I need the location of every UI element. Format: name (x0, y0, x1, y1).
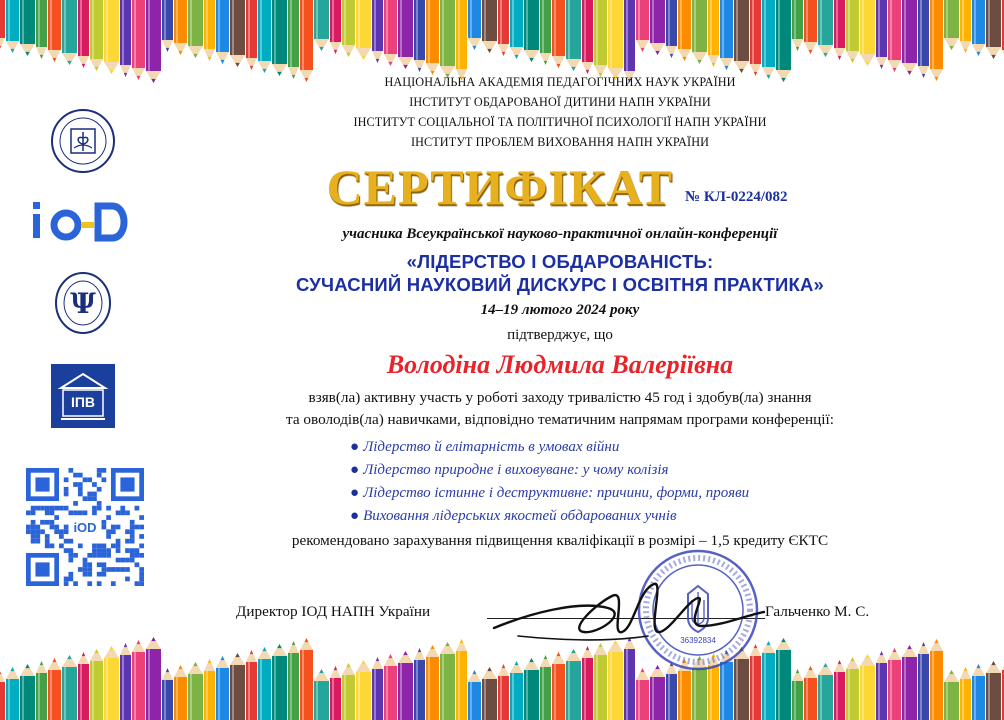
pencil (246, 650, 257, 720)
pencil (666, 0, 677, 58)
pencil (132, 0, 145, 80)
pencil (0, 670, 5, 720)
pencil (90, 0, 103, 71)
pencil (356, 660, 371, 720)
pencil (720, 0, 733, 70)
psychology-institute-logo (54, 271, 112, 335)
certificate-number: № КЛ-0224/082 (685, 189, 788, 205)
pencil (708, 0, 719, 67)
topic-text: Виховання лідерських якостей обдарованих учнів (363, 508, 677, 524)
topic-text: Лідерство й елітарність в умовах війни (363, 439, 620, 455)
director-name: Гальченко М. С. (765, 603, 870, 620)
pencil (482, 0, 497, 53)
bullet-icon: ● (350, 462, 360, 478)
pencil (288, 641, 299, 720)
pencil (440, 642, 455, 720)
pencil (216, 0, 229, 64)
napn-logo (50, 108, 116, 174)
pencil (440, 0, 455, 78)
pencil (594, 0, 607, 77)
pencil (930, 0, 943, 81)
pencil (398, 651, 413, 720)
pencil (624, 0, 635, 83)
pencil (498, 0, 509, 56)
pencil (468, 0, 481, 50)
pencil (650, 0, 665, 55)
ipv-logo-text: ІПВ (70, 394, 96, 410)
pencil (174, 0, 187, 55)
institution-line-4: ІНСТИТУТ ПРОБЛЕМ ВИХОВАННЯ НАПН УКРАЇНИ (410, 135, 710, 149)
pencil (902, 0, 917, 75)
top-pencil-border (0, 0, 1004, 86)
pencil (204, 0, 215, 61)
pencil (918, 0, 929, 78)
pencil (258, 0, 271, 73)
pencil (146, 0, 161, 83)
pencil (540, 0, 551, 65)
pencil (258, 647, 271, 720)
topic-item-1 (350, 439, 619, 456)
pencil (384, 0, 397, 66)
pencil (482, 667, 497, 720)
pencil (48, 658, 61, 720)
pencil (792, 669, 803, 720)
topic-item-2 (350, 462, 669, 479)
pencil (78, 0, 89, 68)
pencil (78, 652, 89, 720)
pencil (314, 0, 329, 51)
pencil (342, 663, 355, 720)
pencil (188, 662, 203, 720)
pencil (414, 0, 425, 72)
pencil (174, 665, 187, 720)
pencil (972, 0, 985, 56)
conference-title-line-2: СУЧАСНИЙ НАУКОВИЙ ДИСКУРС І ОСВІТНЯ ПРАКТИКА» (295, 274, 825, 295)
pencil (48, 0, 61, 62)
pencil (468, 670, 481, 720)
pencil (414, 648, 425, 720)
pencil (678, 0, 691, 61)
pencil (846, 0, 859, 63)
body-line-2: та оволодів(ла) навичками, відповідно тематичним напрямам програми конференції: (286, 411, 834, 428)
pencil (902, 645, 917, 720)
pencil (330, 0, 341, 54)
pencil (960, 0, 971, 53)
topic-text: Лідерство природне і виховуване: у чому колізія (363, 462, 669, 478)
pencil (876, 0, 887, 69)
pencil (426, 0, 439, 75)
handwritten-signature (488, 570, 768, 660)
director-position: Директор ІОД НАПН України (236, 603, 431, 620)
pencil (510, 0, 523, 59)
conference-title-line-1: «ЛІДЕРСТВО І ОБДАРОВАНІСТЬ: (406, 251, 714, 272)
pencil (372, 657, 383, 720)
pencil (972, 664, 985, 720)
pencil (636, 668, 649, 720)
qr-center-logo: iOD (73, 520, 97, 535)
pencil (888, 0, 901, 72)
pencil (930, 639, 943, 720)
confirms-text: підтверджує, що (507, 327, 613, 343)
pencil (426, 645, 439, 720)
pencil (62, 655, 77, 720)
qr-code[interactable] (26, 468, 144, 586)
pencil (846, 657, 859, 720)
pencil (456, 0, 467, 81)
pencil (300, 0, 313, 82)
pencil (230, 0, 245, 67)
pencil (230, 653, 245, 720)
pencil (918, 642, 929, 720)
pencil (524, 0, 539, 62)
pencil (750, 0, 761, 76)
bullet-icon: ● (350, 439, 360, 455)
pencil (162, 0, 173, 52)
pencil (552, 0, 565, 68)
pencil (188, 0, 203, 58)
topic-item-4 (350, 508, 677, 525)
pencil (6, 0, 19, 53)
recommendation-text: рекомендовано зарахування підвищення кваліфікації в розмірі – 1,5 кредиту ЄКТС (291, 532, 829, 549)
pencil (272, 644, 287, 720)
psi-symbol: Ψ (70, 287, 96, 320)
pencil (608, 0, 623, 80)
pencil (104, 646, 119, 720)
pencil (330, 666, 341, 720)
institution-line-3: ІНСТИТУТ СОЦІАЛЬНОЇ ТА ПОЛІТИЧНОЇ ПСИХОЛОГІЇ НАПН УКРАЇНИ (353, 115, 767, 129)
pencil (792, 0, 803, 51)
topic-text: Лідерство істинне і деструктивне: причини, форми, прояви (363, 485, 750, 501)
pencils-top-graphic (0, 0, 1004, 86)
pencil (216, 656, 229, 720)
pencil (356, 0, 371, 60)
pencil (120, 0, 131, 77)
bullet-icon: ● (350, 508, 360, 524)
pencil (650, 665, 665, 720)
pencil (804, 0, 817, 54)
topic-item-3 (350, 485, 749, 502)
pencil (734, 0, 749, 73)
pencil (944, 0, 959, 50)
participant-name: Володіна Людмила Валеріївна (386, 350, 734, 379)
body-line-1: взяв(ла) активну участь у роботі заходу тривалістю 45 год і здобув(ла) знання (308, 389, 812, 406)
pencil (834, 0, 845, 60)
pencil (104, 0, 119, 74)
pencil (20, 0, 35, 56)
iod-logo (30, 198, 134, 244)
pencil (372, 0, 383, 63)
pencil (776, 0, 791, 82)
pencil (62, 0, 77, 65)
pencil (246, 0, 257, 70)
participant-line: учасника Всеукраїнської науково-практичної онлайн-конференції (342, 226, 778, 242)
pencil (636, 0, 649, 52)
pencil (524, 658, 539, 720)
pencil (398, 0, 413, 69)
pencil (6, 667, 19, 720)
institution-line-2: ІНСТИТУТ ОБДАРОВАНОЇ ДИТИНИ НАПН УКРАЇНИ (409, 95, 711, 109)
pencil (456, 639, 467, 720)
ipv-logo (51, 364, 115, 428)
pencil (132, 640, 145, 720)
pencil (986, 661, 1001, 720)
pencil (960, 667, 971, 720)
pencil (384, 654, 397, 720)
pencil (272, 0, 287, 76)
pencil (888, 648, 901, 720)
pencil (540, 655, 551, 720)
pencil (146, 637, 161, 720)
pencil (0, 0, 5, 50)
pencil (162, 668, 173, 720)
conference-dates: 14–19 лютого 2024 року (480, 302, 640, 318)
pencil (834, 660, 845, 720)
pencil (944, 670, 959, 720)
certificate-title: СЕРТИФІКАТ (326, 159, 674, 215)
pencil (860, 654, 875, 720)
pencil (20, 664, 35, 720)
pencil (876, 651, 887, 720)
pencil (860, 0, 875, 66)
pencil (36, 661, 47, 720)
pencil (120, 643, 131, 720)
pencil (36, 0, 47, 59)
pencil (818, 663, 833, 720)
pencil (986, 0, 1001, 59)
pencil (692, 0, 707, 64)
stamp-code: 36392834 (680, 636, 716, 645)
pencil (818, 0, 833, 57)
pencil (566, 0, 581, 71)
pencil (314, 669, 329, 720)
pencil (762, 0, 775, 79)
pencil (498, 664, 509, 720)
pencil (804, 666, 817, 720)
pencil (552, 652, 565, 720)
pencil (776, 638, 791, 720)
pencil (342, 0, 355, 57)
bullet-icon: ● (350, 485, 360, 501)
pencil (300, 638, 313, 720)
institution-line-1: НАЦІОНАЛЬНА АКАДЕМІЯ ПЕДАГОГІЧНИХ НАУК УКРАЇНИ (384, 75, 736, 89)
pencil (204, 659, 215, 720)
pencil (90, 649, 103, 720)
pencil (510, 661, 523, 720)
pencil (582, 0, 593, 74)
pencil (288, 0, 299, 79)
